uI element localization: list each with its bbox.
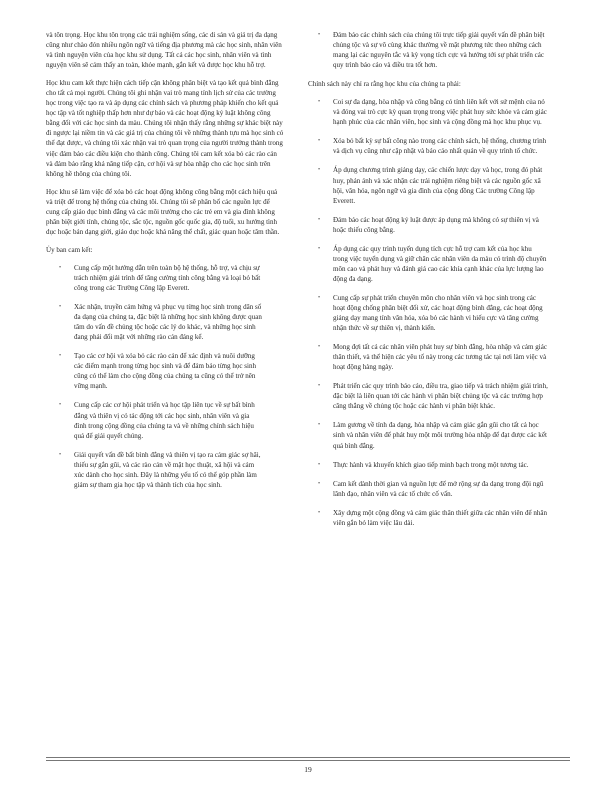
bullet-icon: • <box>318 245 321 252</box>
list-item-text: Xóa bỏ bất kỳ sự bất công nào trong các chính sách, hệ thống, chương trình và dịch vụ cũng như cập nhật và báo cáo nhất quán về quy trình tổ chức. <box>333 137 547 156</box>
bullet-icon: • <box>318 99 321 106</box>
list-item-text: Đảm bảo các chính sách của chúng tôi trực tiếp giải quyết vấn đề phân biệt chủng tộc và sự vô cùng khác thường về mặt phương tức theo những cách mang lại các nguyên tắc và kỳ vọng tích cực và hướng tới sự phát triển các quy trình báo cáo và điều tra tốt hơn. <box>333 31 545 70</box>
bullet-icon: • <box>318 167 321 174</box>
list-item <box>308 244 570 284</box>
continued-list <box>308 30 570 70</box>
list-item-text: Áp dụng chương trình giảng dạy, các chiến lược dạy và học, trong đó phát huy, phản ánh và xác nhận các trải nghiệm riêng biệt và các nguồn gốc xã hội, văn hóa, ngôn ngữ và gia đình của cộng đồng Các trường Công lập Everett. <box>333 166 543 205</box>
list-item-text: Cung cấp sự phát triển chuyên môn cho nhân viên và học sinh trong các hoạt động chống phân biệt đối xử, các hoạt động bình đẳng, các hoạt động giảng dạy mang tính văn hóa, xóa bỏ các hành vi hiếu cực và tăng cường nhận thức về sự thiên vị, thành kiến. <box>333 293 543 333</box>
action-paragraph: Học khu sẽ làm việc để xóa bỏ các hoạt động không công bằng một cách hiệu quả và triệt để trong hệ thống của chúng tôi. Chúng tôi sẽ phân bổ các nguồn lực để cung cấp giáo dục bình đẳng và các môi trường cho các trẻ em và gia đình không phân biệt giới tính, chủng tộc, sắc tộc, nguồn gốc quốc gia, độ tuổi, xu hướng tình dục hoặc bản dạng giới, giáo dục hoặc khả năng thể chất, giác quan hoặc tâm thần. <box>46 187 280 236</box>
list-item <box>308 30 570 70</box>
page-number: 19 <box>304 765 312 774</box>
commitment-paragraph: Học khu cam kết thực hiện cách tiếp cận không phân biệt và tạo kết quả bình đẳng cho tất cả mọi người. Chúng tôi ghi nhận vai trò mang tính lịch sử của các trường học trong việc tạo ra và áp dụng các chính sách và phương pháp khiến cho kết quả học tập và tốt nghiệp thấp hơn như dự báo và các hoạt động kỷ luật không công bằng đối với các học sinh da màu. Chúng tôi nhận thấy rằng những sự khác biệt này đi ngược lại niềm tin và các giá trị của chúng tôi về những thành tựu mà học sinh có thể đạt được, và chúng tôi xác nhận vai trò quan trọng của người trưởng thành trong việc đảm bảo các điều kiện cho thành công. Chúng tôi cam kết xóa bỏ các rào cản và đảm bảo rằng khả năng tiếp cận, cơ hội và sự hòa nhập cho các học sinh trên không hề thông của chúng tôi. <box>46 79 284 178</box>
bullet-icon: • <box>318 138 321 145</box>
list-item-text: Coi sự đa dạng, hòa nhập và công bằng có tính liên kết với sứ mệnh của nó và đóng vai trò cực kỳ quan trọng trong việc phát huy sức khỏe và cảm giác hạnh phúc của các nhân viên, học sinh và cộng đồng mà học khu phục vụ. <box>333 98 547 127</box>
bullet-icon: • <box>59 451 62 458</box>
footer-divider-top <box>46 757 570 758</box>
list-item-text: Tạo các cơ hội và xóa bỏ các rào cản để xác định và nuôi dưỡng các điểm mạnh trong từng học sinh và để đảm bảo từng học sinh cũng có thể làm cho cộng đồng của chúng ta cũng có thể trở nên vững mạnh. <box>74 352 257 391</box>
bullet-icon: • <box>59 264 62 271</box>
list-item <box>46 400 284 440</box>
footer-divider-bottom <box>46 760 570 761</box>
right-column <box>308 30 570 537</box>
list-item-text: Cung cấp các cơ hội phát triển và học tập liên tục về sự bất bình đẳng và thiên vị có tác động tới các học sinh, nhân viên và gia đình trong cộng đồng của chúng ta và về những chính sách hiệu quả để giải quyết chúng. <box>74 401 255 440</box>
list-item <box>308 165 570 205</box>
list-item <box>308 342 570 372</box>
list-item-text: Cam kết dành thời gian và nguồn lực để mở rộng sự đa dạng trong đội ngũ lãnh đạo, nhân viên và các tổ chức cố vấn. <box>333 479 544 498</box>
bullet-icon: • <box>318 383 321 390</box>
list-item <box>308 508 570 528</box>
list-item <box>46 263 284 293</box>
commit-list <box>46 263 284 490</box>
bullet-icon: • <box>318 480 321 487</box>
list-item <box>46 351 284 391</box>
list-item <box>308 381 570 411</box>
bullet-icon: • <box>318 461 321 468</box>
list-item <box>308 215 570 235</box>
bullet-icon: • <box>59 353 62 360</box>
list-item-text: Xây dựng một cộng đồng và cảm giác thân thiết giữa các nhân viên để nhân viên gắn bó làm việc lâu dài. <box>333 508 548 527</box>
list-item <box>46 450 284 490</box>
list-item <box>308 97 570 127</box>
bullet-icon: • <box>59 304 62 311</box>
list-item <box>308 460 570 470</box>
list-item-text: Thực hành và khuyến khích giao tiếp minh bạch trong một tương tác. <box>333 460 529 469</box>
bullet-icon: • <box>318 422 321 429</box>
list-item-text: Xác nhận, truyền cảm hứng và phục vụ từng học sinh trong dân số đa dạng của chúng ta, đặc biệt là những học sinh không được quan tâm do vấn đề chủng tộc hoặc các lý do khác, và những học sinh đang phải đối mặt với những rào cản đáng kể. <box>74 303 262 342</box>
list-item <box>308 479 570 499</box>
list-item-text: Áp dụng các quy trình tuyển dụng tích cực hỗ trợ cam kết của học khu trong việc tuyển dụng và giữ chân các nhân viên da màu có trình độ chuyên môn cao và phát huy và đánh giá cao các khía cạnh khác của lực lượng lao động đa dạng. <box>333 244 547 283</box>
list-item <box>308 420 570 450</box>
bullet-icon: • <box>318 509 321 516</box>
bullet-icon: • <box>318 32 321 38</box>
bullet-icon: • <box>318 344 321 351</box>
commit-heading: Ủy ban cam kết: <box>46 245 93 254</box>
bullet-icon: • <box>59 402 62 409</box>
policy-list <box>308 97 570 528</box>
list-item-text: Cung cấp một hướng dẫn trên toàn bộ hệ thống, hỗ trợ, và chịu sự trách nhiệm giải trình để tăng cường tính công bằng và loại bỏ bất công trong các Trường Công lập Everett. <box>74 263 261 293</box>
list-item-text: Đảm bảo các hoạt động kỷ luật được áp dụng mà không có sự thiên vị và hoặc thiếu công bằng. <box>333 215 539 234</box>
intro-paragraph: và tôn trọng. Học khu tôn trọng các trải nghiệm sống, các di sản và giá trị đa dạng cũng như chào đón nhiều ngôn ngữ và tiếng địa phương mà các học sinh, nhân viên và tình nguyện viên của học khu sử dụng. Tất cả các học sinh, nhân viên và tình nguyện viên sẽ cảm thấy an toàn, khỏe mạnh, gắn kết và được học khu hỗ trợ. <box>46 31 282 70</box>
bullet-icon: • <box>318 294 321 301</box>
list-item-text: Giải quyết vấn đề bất bình đẳng và thiên vị tạo ra cảm giác sợ hãi, thiếu sự gắn gũi, và các rào cản về mặt học thuật, xã hội và cảm xúc dành cho học sinh. Đây là những yếu tố có thể góp phần làm giảm sự tham gia học tập và thành tích của học sinh. <box>74 450 261 489</box>
list-item <box>308 136 570 156</box>
list-item-text: Phát triển các quy trình báo cáo, điều tra, giao tiếp và trách nhiệm giải trình, đặc biệt là liên quan tới các hành vi phân biệt chủng tộc và các trường hợp căng thẳng về chủng tộc hoặc các hành vi phân biệt khác. <box>333 382 548 411</box>
left-column <box>46 30 284 499</box>
list-item <box>308 293 570 333</box>
bullet-icon: • <box>318 216 321 223</box>
list-item-text: Làm gương về tính đa dạng, hòa nhập và cảm giác gắn gũi cho tất cả học sinh và nhân viên để phát huy một môi trường hòa nhập để đạt được các kết quả bình đẳng. <box>333 421 547 450</box>
policy-heading: Chính sách này chỉ ra rằng học khu của chúng ta phải: <box>308 80 461 89</box>
list-item <box>46 302 284 342</box>
list-item-text: Mong đợi tất cả các nhân viên phát huy sự bình đẳng, hòa nhập và cảm giác thân thiết, và thể hiện các yêu tố này trong các tương tác tại nơi làm việc và hoạt động hàng ngày. <box>333 343 547 372</box>
